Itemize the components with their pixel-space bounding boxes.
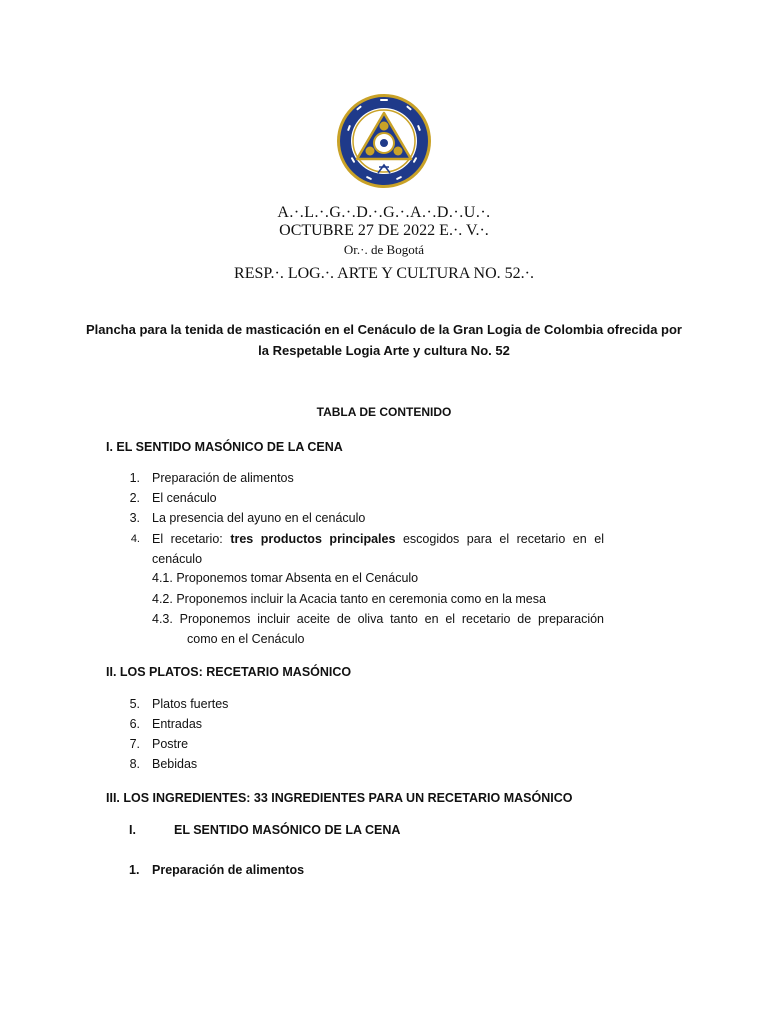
body-subheading bbox=[0, 863, 768, 883]
list-item-number: 3. bbox=[129, 511, 140, 525]
masonic-lodge-seal-icon bbox=[336, 93, 432, 189]
recetario-rest: escogidos para el recetario en el bbox=[402, 532, 604, 546]
list-item-text: Entradas bbox=[152, 717, 203, 731]
sub-item: 4.1. Proponemos tomar Absenta en el Cenáculo bbox=[152, 571, 419, 585]
body-subheading-number: 1. bbox=[129, 863, 140, 877]
list-item-continuation: cenáculo bbox=[152, 552, 203, 566]
intro-paragraph bbox=[0, 319, 768, 361]
list-item bbox=[0, 737, 768, 757]
toc-title: TABLA DE CONTENIDO bbox=[316, 405, 452, 419]
list-item-number: 6. bbox=[129, 717, 140, 731]
sub-item-continuation: como en el Cenáculo bbox=[187, 632, 305, 646]
lodge-seal-logo bbox=[336, 93, 432, 189]
section-3-title: III. LOS INGREDIENTES: 33 INGREDIENTES PARA UN RECETARIO MASÓNICO bbox=[106, 791, 573, 805]
list-item-number: 5. bbox=[129, 697, 140, 711]
section-2-title: II. LOS PLATOS: RECETARIO MASÓNICO bbox=[106, 665, 352, 679]
recetario-highlight: tres productos principales bbox=[230, 532, 396, 546]
header-lodge-name: RESP.·. LOG.·. ARTE Y CULTURA NO. 52.·. bbox=[234, 265, 534, 282]
list-item-text: La presencia del ayuno en el cenáculo bbox=[152, 511, 366, 525]
body-heading bbox=[0, 823, 768, 843]
list-item bbox=[0, 532, 768, 572]
header-orient: Or.·. de Bogotá bbox=[343, 242, 425, 257]
sub-item: 4.2. Proponemos incluir la Acacia tanto en ceremonia como en la mesa bbox=[152, 592, 546, 606]
list-item-text: Platos fuertes bbox=[152, 697, 229, 711]
intro-line-1: Plancha para la tenida de masticación en el Cenáculo de la Gran Logia de Colombia ofrecida por bbox=[86, 322, 682, 337]
list-item bbox=[0, 717, 768, 737]
list-item bbox=[0, 491, 768, 511]
body-heading-number: I. bbox=[129, 823, 136, 837]
list-item-text: Preparación de alimentos bbox=[152, 471, 294, 485]
list-item-text bbox=[152, 532, 604, 546]
body-heading-text: EL SENTIDO MASÓNICO DE LA CENA bbox=[174, 823, 401, 837]
list-item-number: 4. bbox=[130, 533, 140, 545]
list-item bbox=[0, 511, 768, 531]
header-invocation: A.·.L.·.G.·.D.·.G.·.A.·.D.·.U.·. bbox=[277, 204, 491, 221]
sub-item: 4.3. Proponemos incluir aceite de oliva tanto en el recetario de preparación bbox=[152, 612, 604, 626]
intro-line-2: la Respetable Logia Arte y cultura No. 52 bbox=[258, 343, 510, 358]
list-item bbox=[0, 697, 768, 717]
list-item-number: 8. bbox=[129, 757, 140, 771]
list-item bbox=[0, 471, 768, 491]
recetario-label: El recetario: bbox=[152, 532, 223, 546]
body-subheading-text: Preparación de alimentos bbox=[152, 863, 305, 877]
list-item bbox=[0, 757, 768, 777]
list-item-number: 2. bbox=[129, 491, 140, 505]
list-item-number: 7. bbox=[129, 737, 140, 751]
list-item-text: El cenáculo bbox=[152, 491, 217, 505]
list-item-number: 1. bbox=[129, 471, 140, 485]
list-item-text: Postre bbox=[152, 737, 189, 751]
section-1-title: I. EL SENTIDO MASÓNICO DE LA CENA bbox=[106, 440, 343, 454]
list-item-text: Bebidas bbox=[152, 757, 198, 771]
header-date: OCTUBRE 27 DE 2022 E.·. V.·. bbox=[279, 222, 489, 239]
